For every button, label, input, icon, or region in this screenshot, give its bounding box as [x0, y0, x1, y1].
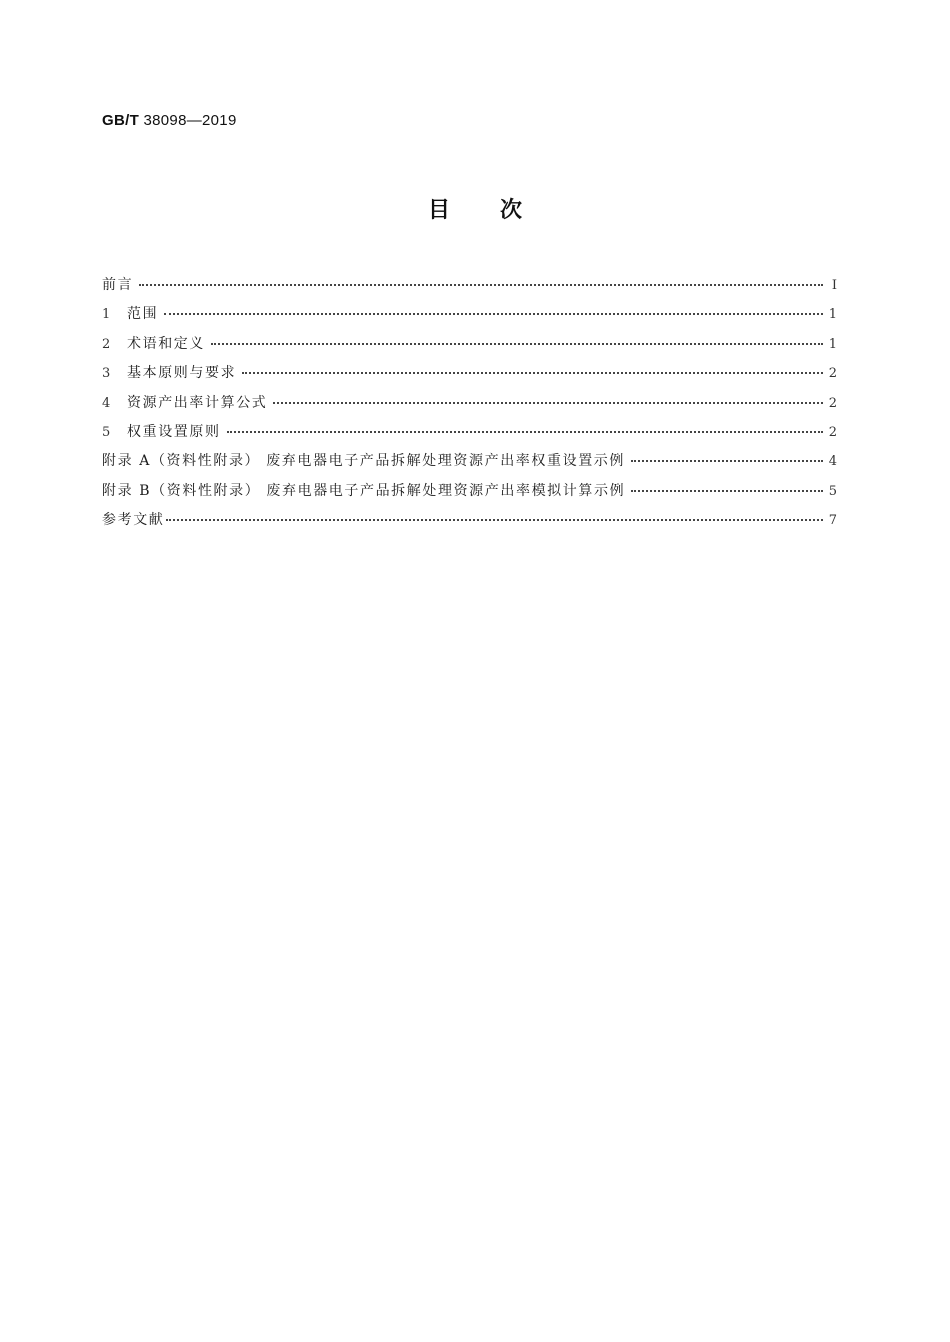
toc-entry-page: 7	[828, 513, 837, 529]
toc-entry-principles[interactable]	[102, 359, 837, 388]
toc-entry-page: 4	[828, 454, 837, 470]
toc-entry-foreword[interactable]	[102, 271, 837, 300]
toc-leader-dots	[139, 283, 823, 286]
toc-entry-number: 1	[102, 307, 111, 323]
toc-leader-dots	[273, 401, 822, 404]
toc-entry-label: 基本原则与要求	[127, 365, 237, 382]
toc-leader-dots	[242, 371, 823, 374]
toc-entry-page: 2	[828, 424, 837, 440]
toc-entry-weights[interactable]	[102, 418, 837, 447]
toc-entry-label: 前言	[102, 277, 134, 293]
toc-entry-page: 1	[828, 336, 837, 352]
toc-entry-formula[interactable]	[102, 389, 837, 418]
toc-entry-page: 5	[828, 483, 837, 499]
toc-entry-scope[interactable]	[102, 300, 837, 329]
toc-leader-dots	[631, 459, 823, 462]
table-of-contents	[102, 271, 837, 536]
toc-entry-appendix-a[interactable]	[102, 447, 837, 476]
toc-entry-page: 1	[828, 307, 837, 323]
toc-entry-label: 参考文献	[102, 512, 165, 529]
toc-entry-page: 2	[828, 366, 837, 382]
page-title: 目次	[427, 198, 572, 223]
toc-entry-number: 5	[102, 424, 111, 440]
toc-entry-number: 2	[102, 336, 111, 352]
toc-entry-references[interactable]	[102, 506, 837, 535]
standard-code-prefix: GB/T	[102, 112, 140, 129]
toc-entry-label: 附录 B（资料性附录） 废弃电器电子产品拆解处理资源产出率模拟计算示例	[102, 482, 626, 499]
toc-entry-label: 术语和定义	[127, 335, 205, 352]
toc-leader-dots	[211, 342, 823, 345]
toc-entry-label: 附录 A（资料性附录） 废弃电器电子产品拆解处理资源产出率权重设置示例	[102, 453, 626, 470]
toc-entry-page: Ⅰ	[831, 278, 837, 293]
toc-entry-label: 资源产出率计算公式	[127, 394, 268, 411]
toc-leader-dots	[164, 312, 823, 315]
toc-leader-dots	[166, 518, 822, 521]
toc-entry-label: 范围	[127, 306, 159, 323]
toc-entry-appendix-b[interactable]	[102, 477, 837, 506]
toc-entry-number: 3	[102, 366, 111, 382]
toc-entry-label: 权重设置原则	[127, 423, 221, 440]
toc-entry-terms[interactable]	[102, 330, 837, 359]
toc-leader-dots	[227, 430, 823, 433]
toc-entry-page: 2	[828, 395, 837, 411]
toc-leader-dots	[631, 489, 823, 492]
standard-code	[102, 112, 237, 129]
toc-entry-number: 4	[102, 395, 111, 411]
standard-code-number: 38098—2019	[143, 112, 237, 129]
